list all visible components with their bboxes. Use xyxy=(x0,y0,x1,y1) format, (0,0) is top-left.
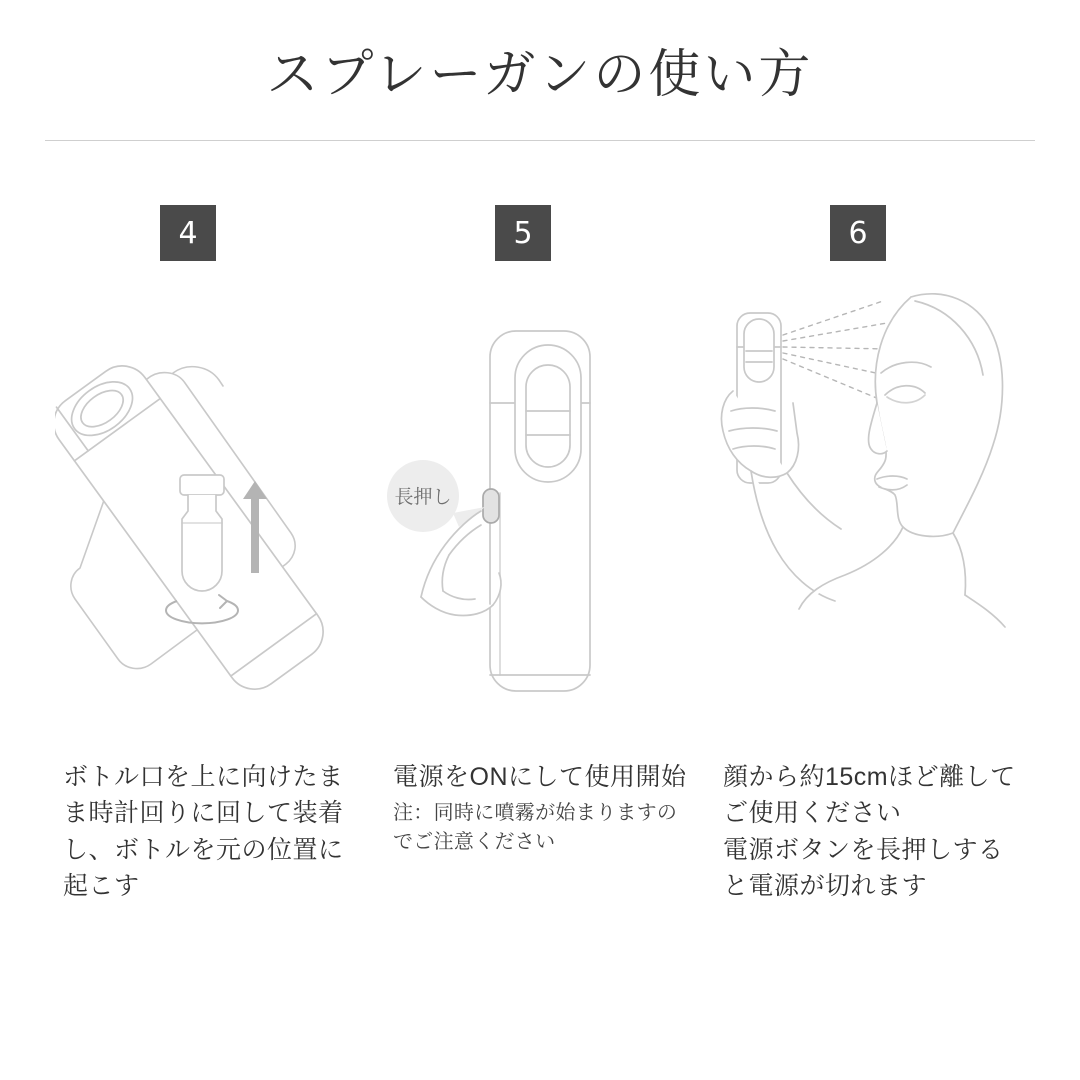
step-caption-6 xyxy=(715,759,1025,904)
spray-gun-attaching-bottle-illustration xyxy=(55,283,365,753)
page-title: スプレーガンの使い方 xyxy=(266,46,814,104)
title-divider xyxy=(45,140,1035,141)
step-number-badge: 5 xyxy=(495,205,551,261)
caption-main: ボトル口を上に向けたまま時計回りに回して装着し、ボトルを元の位置に起こす xyxy=(63,763,344,900)
caption-note: 注：同時に噴霧が始まりますのでご注意ください xyxy=(393,802,678,854)
caption-extra: 電源ボタンを長押しすると電源が切れます xyxy=(723,835,1004,900)
caption-main: 電源をONにして使用開始 xyxy=(393,763,687,791)
step-caption-5 xyxy=(385,759,695,857)
long-press-annotation: 長押し xyxy=(394,487,452,508)
step-card-4 xyxy=(45,205,375,904)
spray-gun-facial-mist-usage-illustration xyxy=(715,283,1025,753)
caption-main: 顔から約15cmほど離してご使用ください xyxy=(723,763,1016,828)
step-card-6 xyxy=(705,205,1035,904)
step-card-5 xyxy=(375,205,705,904)
step-number-badge: 4 xyxy=(160,205,216,261)
step-caption-4 xyxy=(55,759,365,904)
spray-gun-power-button-long-press-illustration xyxy=(385,283,695,753)
steps-container xyxy=(45,205,1035,904)
step-number-badge: 6 xyxy=(830,205,886,261)
